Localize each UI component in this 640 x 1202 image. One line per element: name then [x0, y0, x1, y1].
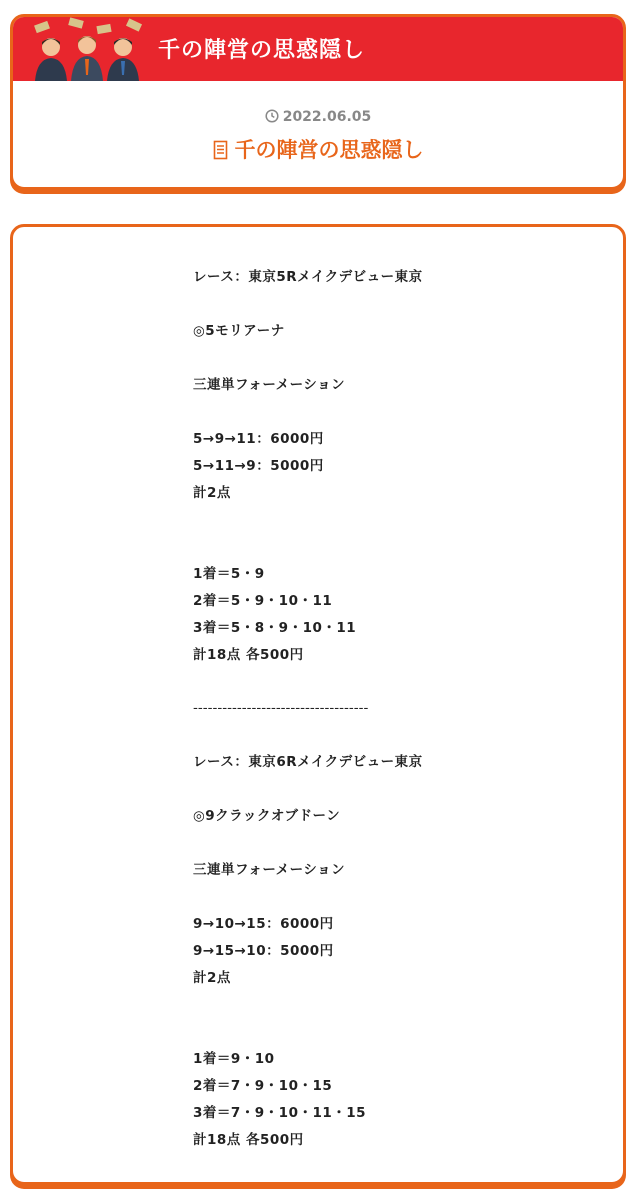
total-line: 計18点 各500円 [193, 1132, 304, 1148]
place-line: 2着＝5・9・10・11 [193, 593, 333, 609]
bet-line: 5→11→9：5000円 [193, 458, 324, 474]
post-title-row [13, 134, 623, 164]
total-line: 計18点 各500円 [193, 647, 304, 663]
businessmen-money-illustration [31, 17, 153, 81]
place-line: 1着＝9・10 [193, 1051, 275, 1067]
place-line: 1着＝5・9 [193, 566, 265, 582]
place-line: 3着＝5・8・9・10・11 [193, 620, 357, 636]
header-title: 千の陣営の思惑隠し [158, 38, 366, 63]
header-banner [13, 17, 623, 81]
total-line: 計2点 [193, 485, 231, 501]
clock-icon [265, 109, 279, 123]
bet-type-line: 三連単フォーメーション [193, 377, 346, 393]
bet-line: 9→10→15：6000円 [193, 916, 334, 932]
place-line: 3着＝7・9・10・11・15 [193, 1105, 367, 1121]
post-date-row [13, 109, 623, 125]
bet-line: 9→15→10：5000円 [193, 943, 334, 959]
pick-line: ◎5モリアーナ [193, 323, 285, 339]
post-header-card [10, 14, 626, 190]
bet-type-line: 三連単フォーメーション [193, 862, 346, 878]
post-date: 2022.06.05 [282, 109, 372, 125]
place-line: 2着＝7・9・10・15 [193, 1078, 333, 1094]
post-title: 千の陣営の思惑隠し [234, 138, 424, 162]
post-body-card [10, 224, 626, 1185]
pick-line: ◎9クラックオブドーン [193, 808, 341, 824]
separator-line: ------------------------------------ [193, 700, 369, 716]
race-line: レース：東京6Rメイクデビュー東京 [193, 754, 423, 770]
race-line: レース：東京5Rメイクデビュー東京 [193, 269, 423, 285]
total-line: 計2点 [193, 970, 231, 986]
bet-line: 5→9→11：6000円 [193, 431, 324, 447]
document-icon [213, 140, 229, 160]
